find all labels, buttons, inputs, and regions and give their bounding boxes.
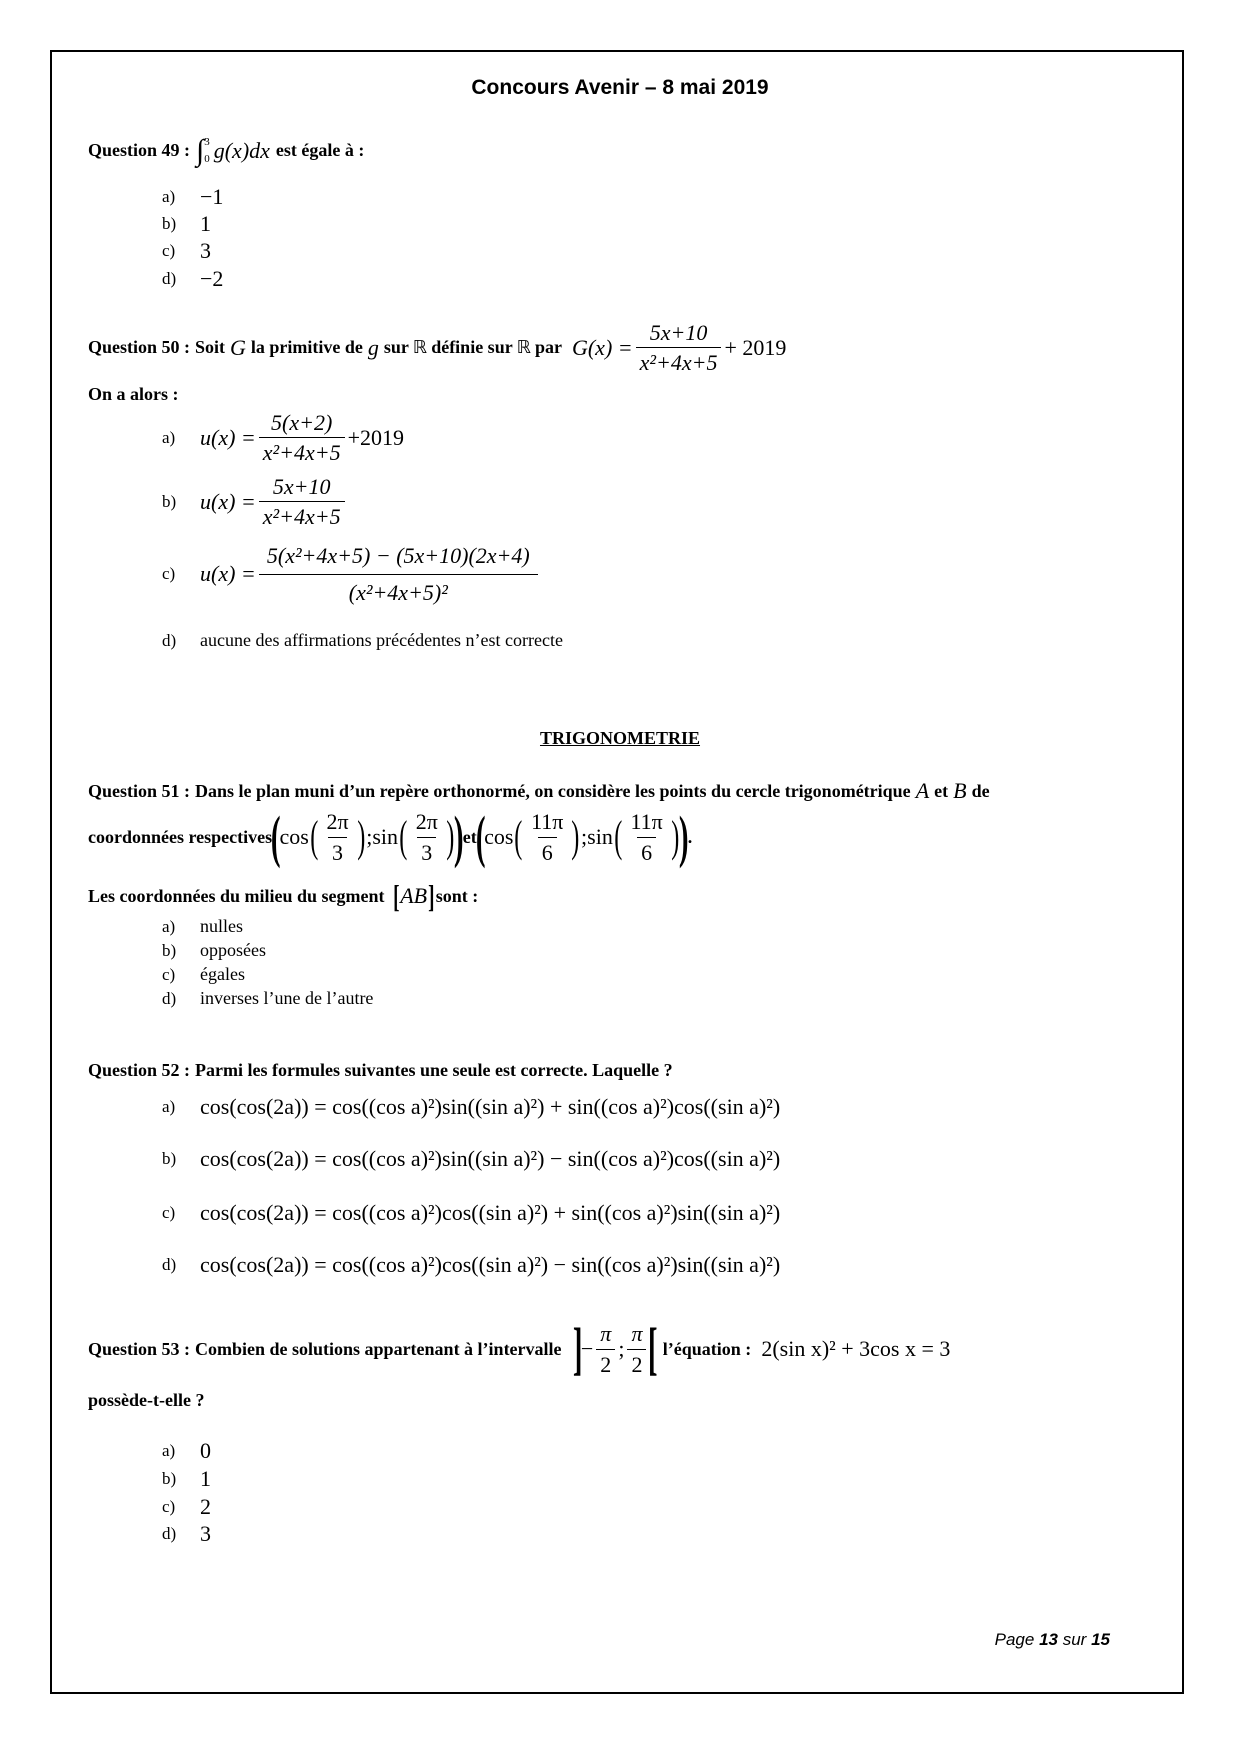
q51-option-c: c) égales: [162, 964, 245, 984]
integral-limits: [204, 134, 210, 167]
q51-option-a: a) nulles: [162, 916, 243, 936]
question-50-then: On a alors :: [88, 384, 179, 404]
q49-option-c: c) 3: [162, 238, 211, 263]
question-52-label: Question 52 :: [88, 1060, 191, 1080]
q52-option-c: c) cos(cos(2a)) = cos((cos a)²)cos((sin a)²) + sin((cos a)²)sin((sin a)²): [162, 1200, 781, 1225]
q51-option-b: b) opposées: [162, 940, 266, 960]
question-52: Question 52 : Parmi les formules suivantes une seule est correcte. Laquelle ?: [88, 1060, 673, 1080]
question-50: Question 50 : Soit G la primitive de g sur ℝ définie sur ℝ par G(x) = $\frac{5x+10}{\text{x²+4x+5}}$ + 2019: [88, 320, 787, 376]
q53-option-d: d) 3: [162, 1521, 211, 1546]
question-51: Question 51 : Dans le plan muni d’un repère orthonormé, on considère les points du cercle trigonométrique A et B de: [88, 778, 990, 803]
q50-option-b: b) u(x) = $\frac{5x+10}{\text{x²+4x+5}}$: [162, 474, 348, 530]
question-50-label: Question 50 :: [88, 337, 191, 358]
question-53-label: Question 53 :: [88, 1338, 191, 1359]
question-51-coords: coordonnées respectives ( cos ( $\frac{2\pi}{3}$ ) ; sin ( $\frac{2\pi}{3}$ ) ) et ( cos ( $\frac{11\pi}{6}$ ) ; sin ( $\frac{11\pi}{6}$ ) ) .: [88, 804, 693, 869]
integral-lower: 0: [204, 152, 210, 165]
integrand: g(x)dx: [213, 137, 270, 163]
q49-option-a: a) −1: [162, 184, 224, 209]
q52-option-a: a) cos(cos(2a)) = cos((cos a)²)sin((sin a)²) + sin((cos a)²)cos((sin a)²): [162, 1094, 781, 1119]
q52-option-b: b) cos(cos(2a)) = cos((cos a)²)sin((sin a)²) − sin((cos a)²)cos((sin a)²): [162, 1146, 781, 1171]
page-header: Concours Avenir – 8 mai 2019: [471, 76, 769, 99]
question-53: Question 53 : Combien de solutions appartenant à l’intervalle ] − $\frac{\pi}{2}$ ; $\frac{\pi}{2}$ [ l’équation : 2(sin x)² + 3cos x = 3: [88, 1316, 951, 1381]
page-frame: [50, 50, 1184, 1694]
q50-option-a: a) u(x) = $\frac{5(x+2)}{\text{x²+4x+5}}$ +2019: [162, 410, 405, 466]
G-fraction: $\frac{5x+10}{\text{x²+4x+5}}$: [636, 320, 722, 376]
q49-option-d: d) −2: [162, 266, 224, 291]
page-number: Page 13 sur 15: [994, 1630, 1110, 1649]
question-53-end: possède-t-elle ?: [88, 1390, 205, 1410]
q53-option-a: a) 0: [162, 1438, 211, 1463]
q50-option-d: d) aucune des affirmations précédentes n’est correcte: [162, 630, 563, 650]
question-49: [88, 134, 364, 167]
question-51-label: Question 51 :: [88, 780, 191, 801]
question-51-midpoint: Les coordonnées du milieu du segment [ AB ] sont :: [88, 878, 479, 914]
q50-option-c: c) u(x) = $\frac{\text{5(x²+4x+5) − (5x+10)(2x+4)}}{\text{(x²+4x+5)²}}$: [162, 540, 541, 609]
q53-option-c: c) 2: [162, 1494, 211, 1519]
question-49-suffix: est égale à :: [275, 140, 365, 160]
section-title: TRIGONOMETRIE: [539, 728, 701, 748]
q52-option-d: d) cos(cos(2a)) = cos((cos a)²)cos((sin a)²) − sin((cos a)²)sin((sin a)²): [162, 1252, 781, 1277]
q49-option-b: b) 1: [162, 211, 211, 236]
question-49-label: Question 49 :: [88, 140, 191, 160]
integral-sign: ∫: [196, 133, 205, 167]
integral-upper: 3: [204, 136, 210, 148]
q53-option-b: b) 1: [162, 1466, 211, 1491]
q51-option-d: d) inverses l’une de l’autre: [162, 988, 374, 1008]
